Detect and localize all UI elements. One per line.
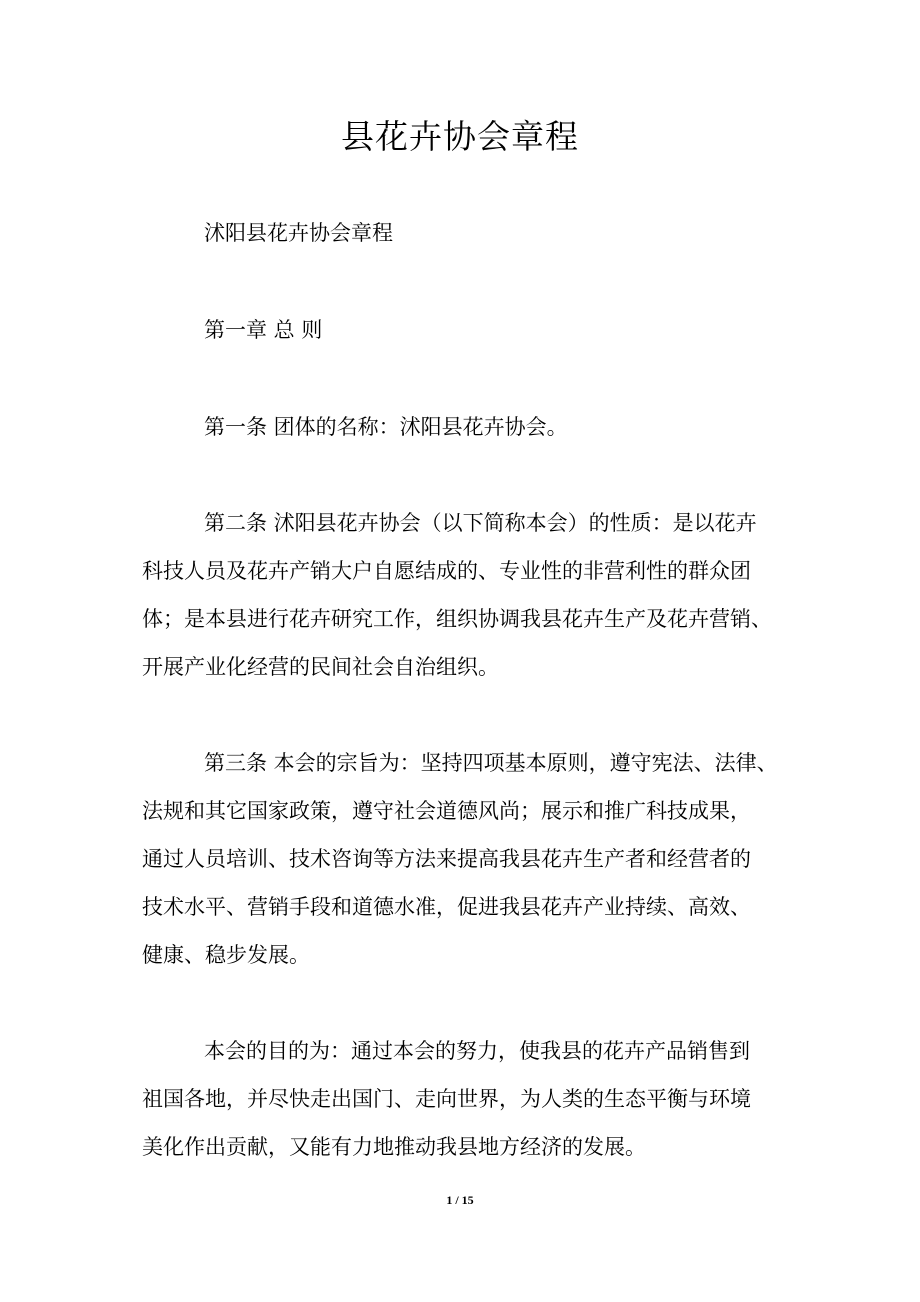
paragraph-line: 第二条 沭阳县花卉协会（以下简称本会）的性质：是以花卉 xyxy=(204,511,757,535)
chapter-heading: 第一章 总 则 xyxy=(204,318,323,342)
paragraph-line: 美化作出贡献，又能有力地推动我县地方经济的发展。 xyxy=(142,1135,646,1159)
paragraph-line: 祖国各地，并尽快走出国门、走向世界，为人类的生态平衡与环境 xyxy=(142,1087,751,1111)
page-number: 1 / 15 xyxy=(446,1193,474,1207)
paragraph-line: 科技人员及花卉产销大户自愿结成的、专业性的非营利性的群众团 xyxy=(142,559,751,583)
paragraph-line: 体；是本县进行花卉研究工作，组织协调我县花卉生产及花卉营销、 xyxy=(142,607,772,631)
paragraph-line: 法规和其它国家政策，遵守社会道德风尚；展示和推广科技成果， xyxy=(142,799,751,823)
paragraph-line: 第三条 本会的宗旨为：坚持四项基本原则，遵守宪法、法律、 xyxy=(204,751,778,775)
paragraph-line: 开展产业化经营的民间社会自治组织。 xyxy=(142,655,499,679)
paragraph-line: 本会的目的为：通过本会的努力，使我县的花卉产品销售到 xyxy=(204,1039,750,1063)
document-subtitle: 沭阳县花卉协会章程 xyxy=(204,221,393,245)
paragraph-line: 技术水平、营销手段和道德水准，促进我县花卉产业持续、高效、 xyxy=(142,895,751,919)
article-1: 第一条 团体的名称：沭阳县花卉协会。 xyxy=(204,415,568,439)
document-title: 县花卉协会章程 xyxy=(341,117,579,156)
paragraph-line: 健康、稳步发展。 xyxy=(142,943,310,967)
paragraph-line: 通过人员培训、技术咨询等方法来提高我县花卉生产者和经营者的 xyxy=(142,847,751,871)
